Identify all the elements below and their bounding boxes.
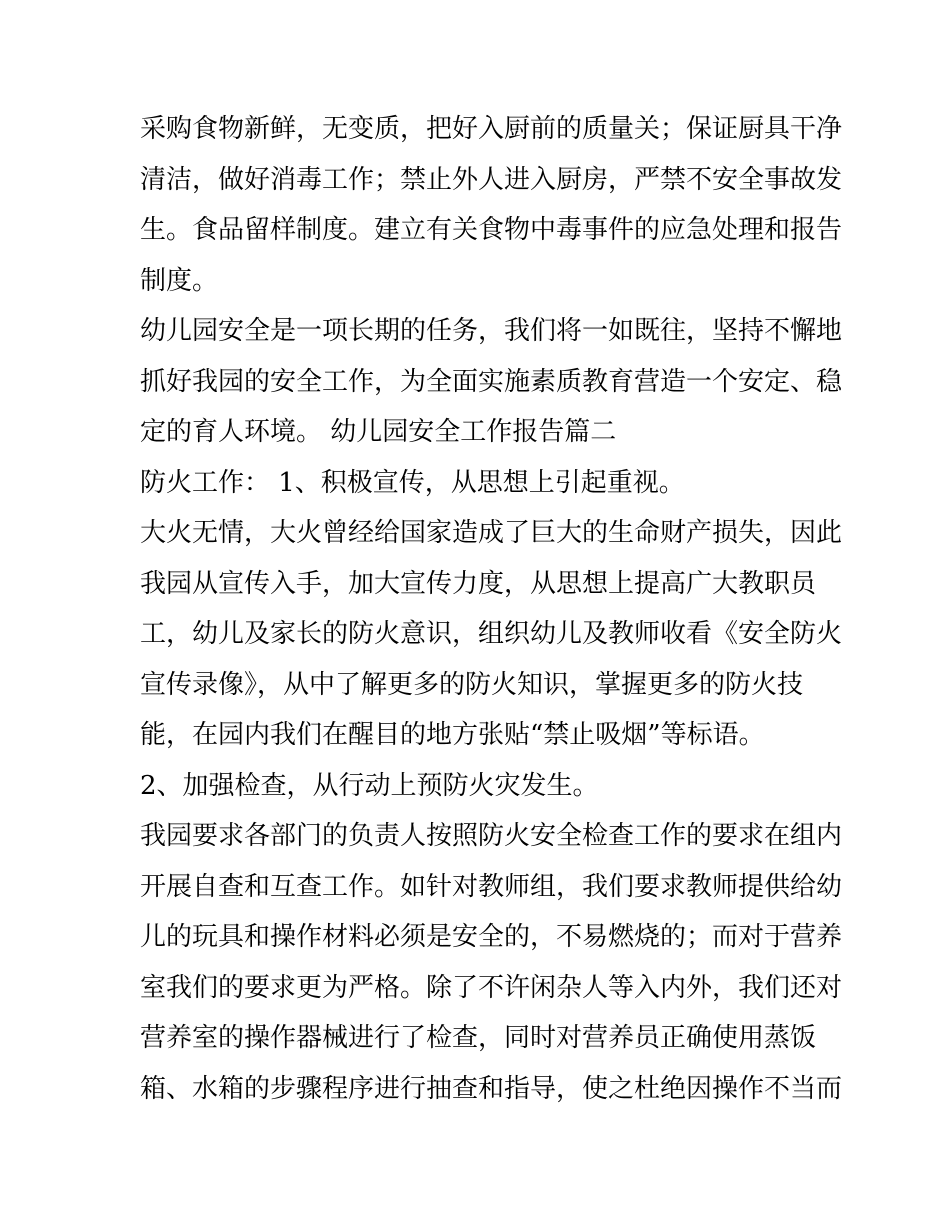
text-line-11: 工，幼儿及家长的防火意识，组织幼儿及教师收看《安全防火 — [140, 619, 843, 649]
text-line-1: 采购食物新鲜，无变质，把好入厨前的质量关；保证厨具干净 — [140, 114, 843, 144]
text-line-20: 箱、水箱的步骤程序进行抽查和指导，使之杜绝因操作不当而 — [140, 1073, 843, 1104]
text-line-13: 能，在园内我们在醒目的地方张贴“禁止吸烟”等标语。 — [140, 720, 765, 750]
text-line-15: 我园要求各部门的负责人按照防火安全检查工作的要求在组内 — [140, 821, 843, 851]
text-line-2: 清洁，做好消毒工作；禁止外人进入厨房，严禁不安全事故发 — [140, 164, 843, 195]
text-line-3: 生。食品留样制度。建立有关食物中毒事件的应急处理和报告 — [140, 215, 843, 245]
text-line-19: 营养室的操作器械进行了检查，同时对营养员正确使用蒸饭 — [140, 1023, 817, 1053]
text-line-5: 幼儿园安全是一项长期的任务，我们将一如既往，坚持不懈地 — [140, 316, 843, 346]
text-line-10: 我园从宣传入手，加大宣传力度，从思想上提高广大教职员 — [140, 568, 817, 599]
text-line-12: 宣传录像》，从中了解更多的防火知识，掌握更多的防火技 — [140, 669, 804, 700]
document-body — [140, 104, 843, 1114]
text-line-7: 定的育人环境。 幼儿园安全工作报告篇二 — [140, 417, 617, 447]
text-line-9: 大火无情，大火曾经给国家造成了巨大的生命财产损失，因此 — [140, 518, 843, 548]
text-line-8: 防火工作： 1、积极宣传，从思想上引起重视。 — [140, 467, 685, 498]
text-line-17: 儿的玩具和操作材料必须是安全的，不易燃烧的；而对于营养 — [140, 922, 843, 952]
text-line-14: 2、加强检查，从行动上预防火灾发生。 — [140, 770, 599, 801]
text-line-6: 抓好我园的安全工作，为全面实施素质教育营造一个安定、稳 — [140, 366, 843, 397]
text-line-18: 室我们的要求更为严格。除了不许闲杂人等入内外，我们还对 — [140, 972, 843, 1003]
text-line-16: 开展自查和互查工作。如针对教师组，我们要求教师提供给幼 — [140, 871, 843, 902]
text-line-4: 制度。 — [140, 265, 219, 296]
